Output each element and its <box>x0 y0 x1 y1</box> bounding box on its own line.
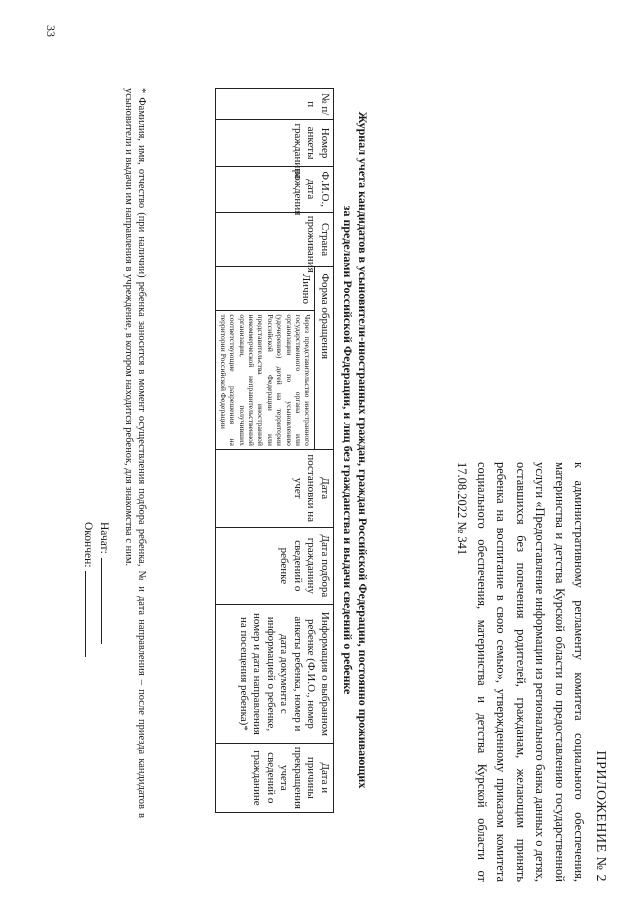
col-header-country: Страна проживания <box>216 212 334 267</box>
footnote: * Фамилия, имя, отчество (при наличии) ребенка заносится в момент осуществления подбора ребенка, № и дата направления – после приезда кандидатов в усыновители и выдачи им направления в учреждение, в котором находится ребенок, для знакомства с ним. <box>123 88 147 818</box>
col-header-termination: Дата и причины прекращения учета сведений о гражданине <box>216 743 334 812</box>
signature-block <box>80 522 112 672</box>
appeal-personal-cell: Лично <box>216 267 315 311</box>
finished-row <box>80 522 96 672</box>
col-header-form-number: Номер анкеты гражданина <box>216 120 334 166</box>
started-label: Начат: <box>98 522 110 554</box>
table-header-row <box>315 89 334 813</box>
col-header-appeal-form: Форма обращения <box>315 267 334 450</box>
started-row <box>96 522 112 672</box>
col-header-fio: Ф.И.О., дата рождения <box>216 166 334 212</box>
col-header-selection-date: Дата подбора гражданину сведений о ребенке <box>216 527 334 605</box>
journal-title-line-2: за пределами Российской Федерации, и лиц без гражданства и выдачи сведений о ребенке <box>341 205 355 695</box>
appendix-text: к административному регламенту комитета социального обеспечения, материнства и детства Курской области по предоставлению государственной услуги «Предоставление информации из регионального банка данных о детях, оставшихся без попечения родителей, гражданам, желающим принять ребенка на воспитание в свою семью», утвержденному приказом комитета социального обеспечения, материнства и детства Курской области от 17.08.2022 № 341 <box>455 462 587 882</box>
col-header-child-info: Информация о выбранном ребенке (Ф.И.О., номер анкеты ребенка, номер и дата документа с информацией о ребенке, номер и дата направления на посещения ребенка)* <box>216 605 334 744</box>
journal-title <box>340 100 370 800</box>
journal-title-line-1: Журнал учета кандидатов в усыновители-иностранных граждан, граждан Российской Федерации, постоянно проживающих <box>356 111 370 789</box>
journal-table <box>215 88 334 813</box>
appeal-representative-cell: Через представительство иностранного государственного органа или организации по усыновлению (удочерению) детей на территории Российской Федерации или представительства иностранной некоммерческой неправительственной организации, получивших соответствующие разрешения на территории Российской Федерации <box>216 311 315 450</box>
appendix-header <box>452 462 610 882</box>
col-header-registration-date: Дата постановки на учет <box>216 449 334 527</box>
col-header-num: № п/п <box>216 89 334 120</box>
appendix-title: ПРИЛОЖЕНИЕ № 2 <box>593 750 608 882</box>
started-blank-line <box>101 558 112 644</box>
page-number: 33 <box>44 25 58 37</box>
finished-label: Окончен: <box>82 522 94 568</box>
finished-blank-line <box>85 571 96 657</box>
